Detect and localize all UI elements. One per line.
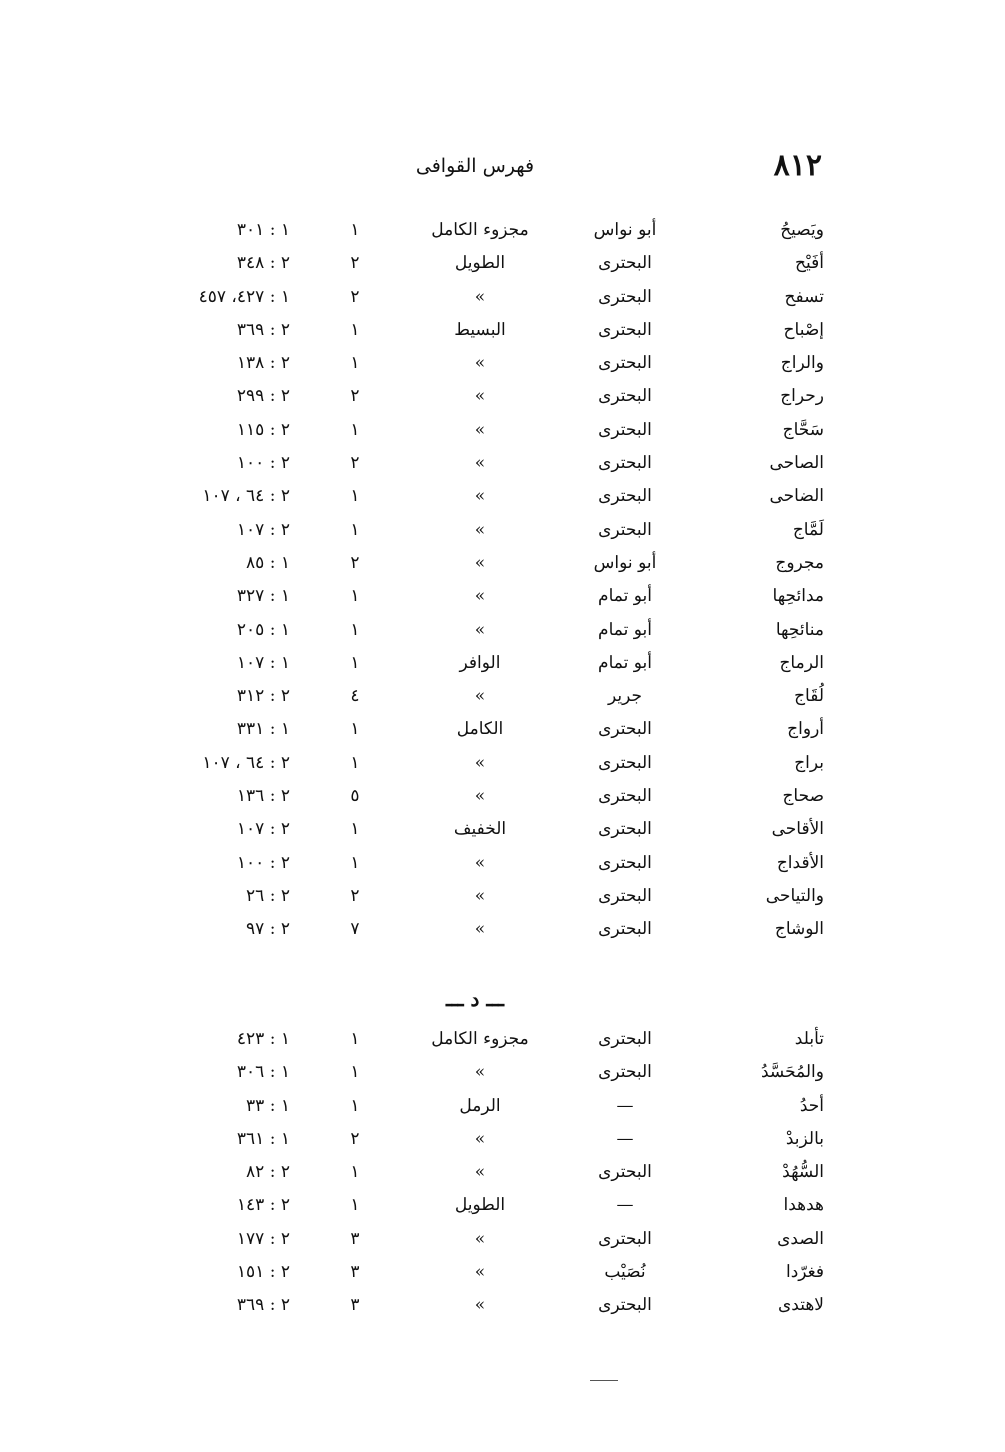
poet-name: البحترى <box>598 453 652 474</box>
rhyme-word: براج <box>794 752 824 773</box>
poet-name: أبو تمام <box>598 619 652 640</box>
verse-count: ٢ <box>350 286 360 307</box>
poet-name: البحترى <box>598 286 652 307</box>
volume-page-ref: ٢ : ٦٤ ، ١٠٧ <box>202 486 290 507</box>
volume-page-ref: ٢ : ٣١٢ <box>236 686 290 707</box>
rhyme-table-section-dal <box>150 1023 840 1323</box>
verse-count: ١ <box>350 819 360 840</box>
meter-name: » <box>474 1162 486 1183</box>
poet-name: البحترى <box>598 419 652 440</box>
poet-name: البحترى <box>598 253 652 274</box>
verse-count: ١ <box>350 419 360 440</box>
poet-name: البحترى <box>598 819 652 840</box>
table-row <box>150 514 840 547</box>
rhyme-word: الأقاحى <box>771 819 824 840</box>
table-row <box>150 1256 840 1289</box>
meter-name: » <box>474 686 486 707</box>
rhyme-word: أحدُ <box>799 1095 824 1116</box>
rhyme-word: ويَصيحُ <box>780 220 824 240</box>
poet-name: البحترى <box>598 752 652 773</box>
verse-count: ٤ <box>350 686 360 707</box>
volume-page-ref: ٢ : ١٠٧ <box>236 519 290 540</box>
rhyme-word: هدهدا <box>783 1195 824 1216</box>
rhyme-word: السُّهُدْ <box>782 1162 824 1183</box>
meter-name: » <box>474 885 486 906</box>
table-row <box>150 314 840 347</box>
meter-name: الطويل <box>454 1195 506 1216</box>
volume-page-ref: ٢ : ٣٦٩ <box>236 319 290 340</box>
rhyme-word: أرواج <box>787 719 824 740</box>
verse-count: ١ <box>350 586 360 607</box>
poet-name: أبو تمام <box>598 586 652 607</box>
rhyme-word: مدائحِها <box>772 586 824 607</box>
page-title: فهرس القوافى <box>415 155 535 177</box>
meter-name: » <box>474 1228 486 1249</box>
table-row <box>150 1189 840 1222</box>
rhyme-word: الصاحى <box>769 453 824 474</box>
meter-name: » <box>474 419 486 440</box>
verse-count: ٧ <box>350 919 360 940</box>
rhyme-word: الأقداج <box>776 852 824 873</box>
volume-page-ref: ١ : ٣٠٦ <box>236 1062 290 1083</box>
meter-name: » <box>474 1062 486 1083</box>
poet-name: البحترى <box>598 885 652 906</box>
table-row <box>150 847 840 880</box>
rhyme-word: لُقَاج <box>794 686 824 707</box>
poet-name: البحترى <box>598 1062 652 1083</box>
rhyme-word: أفَيْح <box>795 253 824 274</box>
table-row <box>150 713 840 746</box>
meter-name: » <box>474 586 486 607</box>
verse-count: ٢ <box>350 1128 360 1149</box>
verse-count: ١ <box>350 1062 360 1083</box>
verse-count: ٢ <box>350 885 360 906</box>
volume-page-ref: ٢ : ١٤٣ <box>236 1195 290 1216</box>
meter-name: » <box>474 286 486 307</box>
poet-name: — <box>616 1095 634 1116</box>
table-row <box>150 580 840 613</box>
rhyme-word: تأبلد <box>794 1029 824 1049</box>
rhyme-table-section-ha <box>150 214 840 947</box>
volume-page-ref: ١ : ١٠٧ <box>236 652 290 673</box>
meter-name: » <box>474 519 486 540</box>
verse-count: ١ <box>350 1195 360 1216</box>
volume-page-ref: ١ : ٣٠١ <box>236 220 290 240</box>
meter-name: » <box>474 619 486 640</box>
table-row <box>150 1123 840 1156</box>
volume-page-ref: ١ : ٤٢٣ <box>236 1029 290 1049</box>
verse-count: ٢ <box>350 453 360 474</box>
verse-count: ١ <box>350 519 360 540</box>
table-row <box>150 813 840 846</box>
rhyme-word: سَحَّاج <box>782 419 824 440</box>
verse-count: ٥ <box>350 786 360 807</box>
table-row <box>150 347 840 380</box>
volume-page-ref: ١ : ٣٢٧ <box>236 586 290 607</box>
meter-name: » <box>474 353 486 374</box>
poet-name: — <box>616 1128 634 1149</box>
table-row <box>150 214 840 247</box>
table-row <box>150 647 840 680</box>
meter-name: » <box>474 453 486 474</box>
verse-count: ١ <box>350 1095 360 1116</box>
meter-name: » <box>474 386 486 407</box>
table-row <box>150 547 840 580</box>
volume-page-ref: ٢ : ٦٤ ، ١٠٧ <box>202 752 290 773</box>
rhyme-word: لاهتدى <box>777 1295 824 1316</box>
volume-page-ref: ٢ : ١٠٠ <box>236 852 290 873</box>
verse-count: ١ <box>350 220 360 240</box>
poet-name: أبو تمام <box>598 652 652 673</box>
meter-name: » <box>474 752 486 773</box>
meter-name: » <box>474 852 486 873</box>
rhyme-word: الوشاج <box>774 919 824 940</box>
rhyme-word: الرماج <box>779 652 824 673</box>
rhyme-word: بالزبدْ <box>785 1128 824 1149</box>
verse-count: ١ <box>350 1162 360 1183</box>
meter-name: » <box>474 1262 486 1283</box>
page-number: ٨١٢ <box>773 148 822 183</box>
volume-page-ref: ١ : ٨٥ <box>246 552 290 573</box>
table-row <box>150 1090 840 1123</box>
verse-count: ٣ <box>350 1262 360 1283</box>
table-row <box>150 614 840 647</box>
poet-name: البحترى <box>598 319 652 340</box>
verse-count: ٣ <box>350 1228 360 1249</box>
verse-count: ١ <box>350 752 360 773</box>
meter-name: مجزوء الكامل <box>431 1029 529 1049</box>
volume-page-ref: ٢ : ٢٩٩ <box>236 386 290 407</box>
verse-count: ١ <box>350 619 360 640</box>
letter-heading-dal: ـــ د ـــ <box>446 987 504 1011</box>
table-row <box>150 480 840 513</box>
verse-count: ١ <box>350 652 360 673</box>
volume-page-ref: ٢ : ٨٢ <box>246 1162 290 1183</box>
poet-name: البحترى <box>598 1029 652 1049</box>
verse-count: ١ <box>350 719 360 740</box>
verse-count: ٢ <box>350 552 360 573</box>
table-row <box>150 247 840 280</box>
table-row <box>150 1156 840 1189</box>
meter-name: الوافر <box>459 652 501 673</box>
volume-page-ref: ٢ : ٣٤٨ <box>236 253 290 274</box>
verse-count: ٢ <box>350 253 360 274</box>
meter-name: الكامل <box>456 719 504 740</box>
volume-page-ref: ٢ : ١٣٦ <box>236 786 290 807</box>
table-row <box>150 913 840 946</box>
rhyme-word: صحاج <box>782 786 824 807</box>
meter-name: مجزوء الكامل <box>431 220 529 240</box>
rhyme-word: مجروج <box>775 552 824 573</box>
rhyme-word: الضاحى <box>769 486 824 507</box>
rhyme-word: منائحِها <box>775 619 824 640</box>
poet-name: البحترى <box>598 353 652 374</box>
rhyme-word: تسفح <box>784 286 824 307</box>
poet-name: البحترى <box>598 486 652 507</box>
table-row <box>150 1023 840 1056</box>
volume-page-ref: ٢ : ١٠٠ <box>236 453 290 474</box>
rhyme-word: والراج <box>780 353 824 374</box>
table-row <box>150 1289 840 1322</box>
table-row <box>150 414 840 447</box>
poet-name: جرير <box>608 686 642 707</box>
rhyme-word: رحراج <box>780 386 824 407</box>
volume-page-ref: ٢ : ١١٥ <box>236 419 290 440</box>
meter-name: البسيط <box>454 319 506 340</box>
meter-name: » <box>474 1128 486 1149</box>
verse-count: ٢ <box>350 386 360 407</box>
rhyme-word: الصدى <box>777 1228 824 1249</box>
verse-count: ١ <box>350 353 360 374</box>
poet-name: البحترى <box>598 519 652 540</box>
poet-name: — <box>616 1195 634 1216</box>
verse-count: ١ <box>350 486 360 507</box>
volume-page-ref: ٢ : ٢٦ <box>246 885 290 906</box>
verse-count: ١ <box>350 1029 360 1049</box>
table-row <box>150 447 840 480</box>
poet-name: البحترى <box>598 386 652 407</box>
poet-name: البحترى <box>598 919 652 940</box>
volume-page-ref: ٢ : ٩٧ <box>246 919 290 940</box>
meter-name: الرمل <box>459 1095 501 1116</box>
rhyme-word: والتياحى <box>765 885 824 906</box>
poet-name: أبو نواس <box>593 220 657 240</box>
volume-page-ref: ١ : ٣٣ <box>246 1095 290 1116</box>
meter-name: الخفيف <box>453 819 507 840</box>
rhyme-word: لَمَّاج <box>792 519 824 540</box>
rhyme-word: فغرّدا <box>785 1262 824 1283</box>
poet-name: البحترى <box>598 1295 652 1316</box>
poet-name: البحترى <box>598 719 652 740</box>
footer-rule <box>590 1380 618 1381</box>
volume-page-ref: ١ : ٢٠٥ <box>236 619 290 640</box>
poet-name: نُصَيْب <box>604 1262 646 1283</box>
meter-name: الطويل <box>454 253 506 274</box>
meter-name: » <box>474 486 486 507</box>
volume-page-ref: ١ : ٣٣١ <box>236 719 290 740</box>
volume-page-ref: ٢ : ١٧٧ <box>236 1228 290 1249</box>
table-row <box>150 680 840 713</box>
table-row <box>150 281 840 314</box>
table-row <box>150 880 840 913</box>
table-row <box>150 1223 840 1256</box>
table-row <box>150 1056 840 1089</box>
volume-page-ref: ٢ : ٣٦٩ <box>236 1295 290 1316</box>
rhyme-word: إصْباح <box>783 319 824 340</box>
meter-name: » <box>474 552 486 573</box>
poet-name: البحترى <box>598 1162 652 1183</box>
meter-name: » <box>474 1295 486 1316</box>
volume-page-ref: ١ : ٤٢٧، ٤٥٧ <box>198 286 290 307</box>
poet-name: أبو نواس <box>593 552 657 573</box>
poet-name: البحترى <box>598 852 652 873</box>
verse-count: ١ <box>350 852 360 873</box>
volume-page-ref: ٢ : ١٠٧ <box>236 819 290 840</box>
verse-count: ١ <box>350 319 360 340</box>
volume-page-ref: ١ : ٣٦١ <box>236 1128 290 1149</box>
volume-page-ref: ٢ : ١٥١ <box>236 1262 290 1283</box>
poet-name: البحترى <box>598 1228 652 1249</box>
meter-name: » <box>474 786 486 807</box>
table-row <box>150 780 840 813</box>
rhyme-word: والمُحَسَّدُ <box>760 1062 824 1083</box>
meter-name: » <box>474 919 486 940</box>
volume-page-ref: ٢ : ١٣٨ <box>236 353 290 374</box>
poet-name: البحترى <box>598 786 652 807</box>
table-row <box>150 747 840 780</box>
table-row <box>150 380 840 413</box>
verse-count: ٣ <box>350 1295 360 1316</box>
